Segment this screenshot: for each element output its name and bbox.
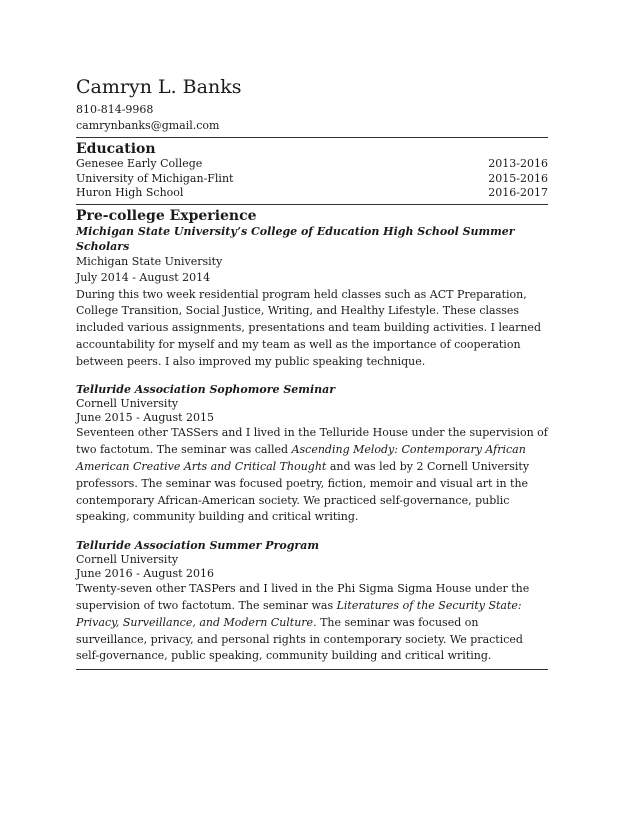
school-years: 2015-2016 (488, 171, 548, 185)
school-name: Huron High School (76, 186, 184, 199)
email-address: camrynbanks@gmail.com (76, 119, 220, 132)
resume-name: Camryn L. Banks (76, 76, 242, 98)
experience-org: Michigan State University (76, 254, 223, 268)
school-years: 2013-2016 (488, 157, 548, 170)
experience-org: Cornell University (76, 397, 179, 411)
experience-org: Cornell University (76, 553, 179, 567)
education-heading: Education (76, 141, 156, 157)
education-list (76, 157, 548, 201)
experience-item (76, 224, 548, 371)
experience-dates: June 2015 - August 2015 (76, 411, 214, 425)
experience-dates: June 2016 - August 2016 (76, 567, 214, 581)
education-row (76, 172, 548, 187)
school-name: Genesee Early College (76, 157, 203, 170)
seminar-title: Ascending Melody: Contemporary African American Creative Arts and Critical Thought (76, 443, 526, 474)
school-years: 2016-2017 (488, 186, 548, 199)
seminar-title: Literatures of the Security State: Privacy, Surveillance, and Modern Culture (76, 599, 522, 629)
divider-rule (76, 137, 548, 138)
experience-description (76, 581, 548, 665)
experience-title: Telluride Association Summer Program (76, 539, 319, 553)
phone-number: 810-814-9968 (76, 103, 154, 116)
experience-title: Telluride Association Sophomore Seminar (76, 383, 336, 397)
experience-heading: Pre-college Experience (76, 207, 257, 224)
description-text: . The seminar was focused on surveillance, privacy, and personal rights in contemporary society. We practiced self-governance, public speaking, community building and critical writing. (76, 615, 523, 663)
divider-rule (76, 204, 548, 205)
description-text: Seventeen other TASSers and I lived in the Telluride House under the supervision of two factotum. The seminar was called (76, 426, 548, 457)
experience-item (76, 382, 548, 526)
experience-description (76, 425, 548, 526)
description-text: Twenty-seven other TASPers and I lived in the Phi Sigma Sigma House under the supervision of two factotum. The seminar was (76, 582, 530, 613)
education-row (76, 186, 548, 201)
experience-item (76, 538, 548, 665)
education-row (76, 157, 548, 172)
experience-description: During this two week residential program held classes such as ACT Preparation, College Transition, Social Justice, Writing, and Healthy Lifestyle. These classes included various assignments, presentations and team building activities. I learned accountability for myself and my team as well as the importance of cooperation between peers. I also improved my public speaking technique. (76, 287, 541, 368)
divider-rule (76, 669, 548, 670)
experience-title: Michigan State University’s College of Education High School Summer Scholars (76, 224, 515, 253)
experience-dates: July 2014 - August 2014 (76, 271, 211, 284)
description-text: and was led by 2 Cornell University professors. The seminar was focused poetry, fiction, memoir and visual art in the contemporary African-American society. We practiced self-governance, public speaking, community building and critical writing. (76, 460, 530, 524)
resume-page (76, 76, 548, 670)
school-name: University of Michigan-Flint (76, 171, 234, 185)
